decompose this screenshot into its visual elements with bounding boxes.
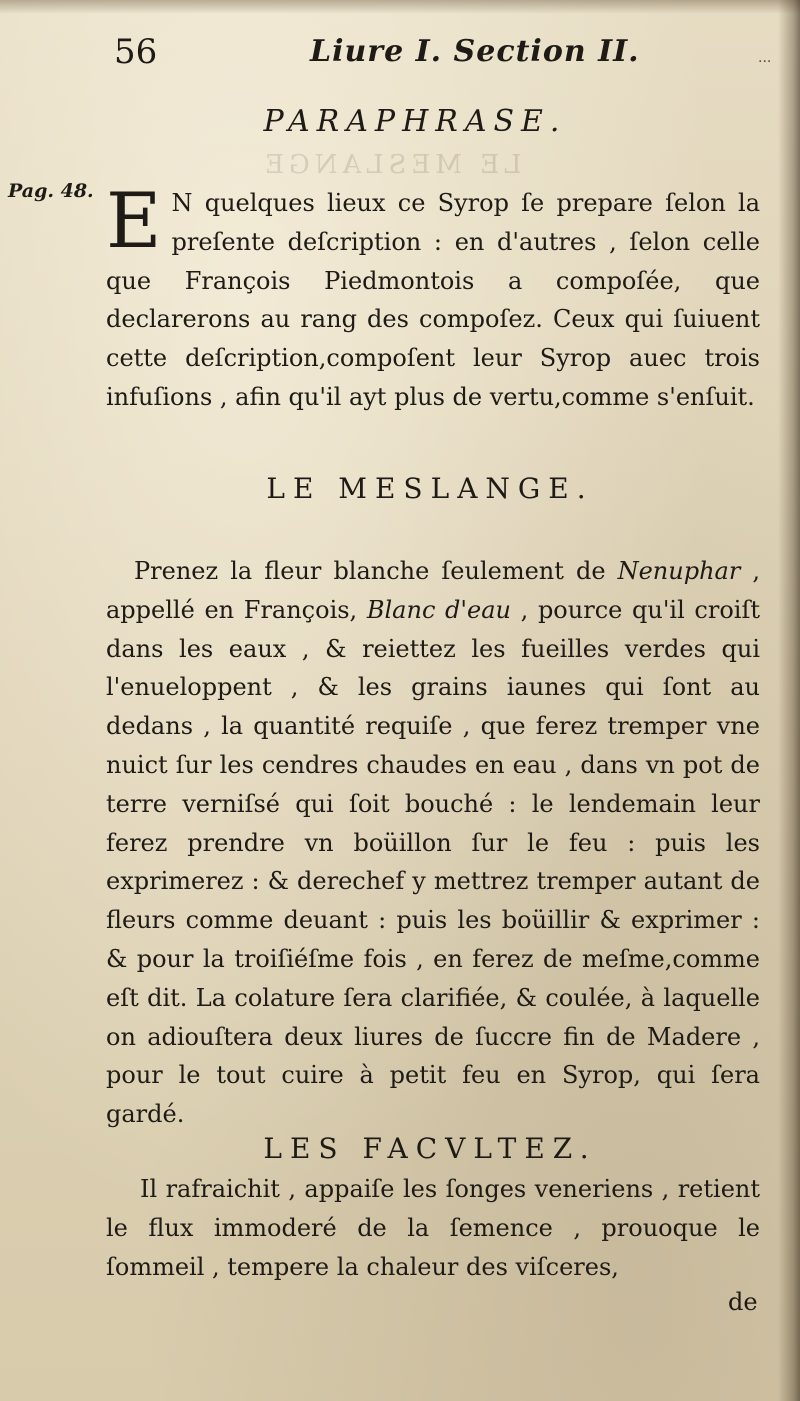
section-title: PARAPHRASE.: [263, 104, 567, 139]
paragraph-recipe: [106, 552, 760, 1134]
page-binding-shadow: [778, 0, 800, 1401]
plant-name-nenuphar: Nenuphar: [617, 557, 741, 585]
page-top-shadow: [0, 0, 800, 14]
drop-cap: E: [106, 176, 162, 265]
recipe-text-1: Prenez la fleur blanche ſeulement de: [134, 557, 618, 585]
paragraph-faculties: Il rafraichit , appaiſe les ſonges veneriens , retient le flux immoderé de la ſemence , prouoque le ſommeil , tempere la chaleur des viſceres,: [106, 1175, 760, 1281]
subhead-meslange: LE MESLANGE.: [266, 472, 594, 505]
corner-mark: ...: [758, 50, 772, 66]
show-through-text: LE MESLANGE: [260, 150, 522, 180]
subhead-facultez: LES FACVLTEZ.: [263, 1132, 597, 1165]
running-header: [110, 30, 772, 76]
running-title: Liure I. Section II.: [310, 34, 640, 69]
paragraph-intro: [106, 176, 760, 417]
recipe-text-3: , pource qu'il croiſt dans les eaux , & reiettez les fueilles verdes qui l'enueloppent , & les grains iaunes qui ſont au dedans , la quantité requiſe , que ferez tremper vne nuict ſur les cendres chaudes en eau , dans vn pot de terre verniſsé qui ſoit bouché : le lendemain leur ferez prendre vn boüillon ſur le feu : puis les exprimerez : & derechef y mettrez tremper autant de fleurs comme deuant : puis les boüillir & exprimer : & pour la troiſiéſme fois , en ferez de meſme,comme eſt dit. La colature ſera clarifiée, & coulée, à laquelle on adiouſtera deux liures de ſuccre fin de Madere , pour le tout cuire à petit feu en Syrop, qui ſera gardé.: [106, 595, 760, 1129]
margin-note: Pag. 48.: [8, 180, 94, 202]
paragraph-intro-text: N quelques lieux ce Syrop ſe prepare ſelon la preſente deſcription : en d'autres , ſelon celle que François Piedmontois a compoſée, que declarerons au rang des compoſez. Ceux qui ſuiuent cette deſcription,compoſent leur Syrop auec trois infuſions , afin qu'il ayt plus de vertu,comme s'enſuit.: [106, 189, 760, 411]
plant-name-blanc-deau: Blanc d'eau: [366, 595, 511, 624]
catchword: de: [728, 1288, 758, 1316]
page-number: 56: [114, 32, 158, 72]
recipe-text-2: , appellé en François,: [106, 557, 761, 624]
